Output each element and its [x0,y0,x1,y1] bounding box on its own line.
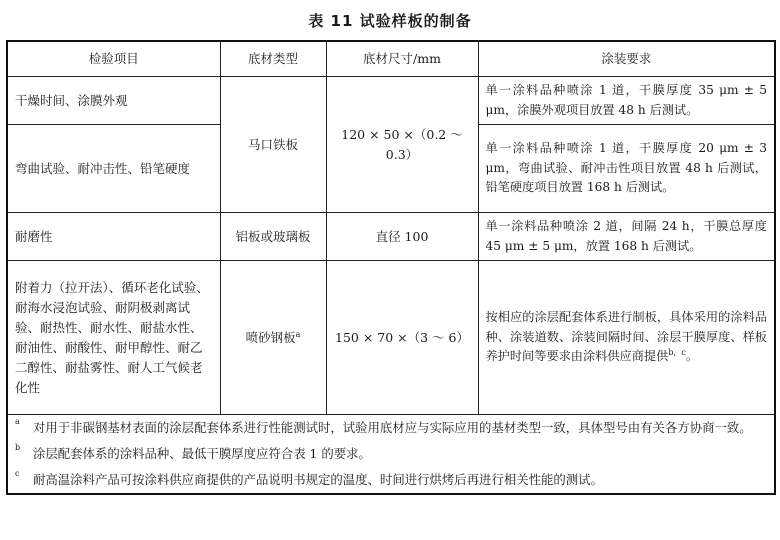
substrate-size-cell: 120 × 50 ×（0.2 ～ 0.3） [326,77,478,213]
table-row [7,261,775,415]
header-test-item: 检验项目 [7,41,220,77]
header-substrate-type: 底材类型 [220,41,326,77]
table-title: 表 11 试验样板的制备 [308,12,472,30]
header-row [7,41,775,77]
footnote-mark: c [15,468,20,478]
table-row [7,77,775,125]
footnote [15,470,767,490]
footnote-text: 涂层配套体系的涂料品种、最低干膜厚度应符合表 1 的要求。 [33,445,371,461]
footnote-ref: a [295,329,301,339]
footnote [15,444,767,464]
header-coating-requirement: 涂装要求 [478,41,775,77]
test-item-cell: 干燥时间、涂膜外观 [7,77,220,125]
test-item-cell: 弯曲试验、耐冲击性、铅笔硬度 [7,125,220,213]
coating-requirement-cell: 单一涂料品种喷涂 1 道，干膜厚度 20 μm ± 3 μm，弯曲试验、耐冲击性项目放置 48 h 后测试，铅笔硬度项目放置 168 h 后测试。 [478,125,775,213]
coating-requirement-cell [478,261,775,415]
substrate-type-text: 喷砂钢板 [245,329,296,345]
footnotes-cell [7,415,775,494]
coating-requirement-text: 按相应的涂层配套体系进行制板，具体采用的涂料品种、涂装道数、涂装间隔时间、涂层干膜厚度、样板养护时间等要求由涂料供应商提供 [485,310,767,364]
test-item-cell: 耐磨性 [7,213,220,261]
substrate-size-cell: 150 × 70 ×（3 ～ 6） [326,261,478,415]
sentence-end: 。 [685,349,699,364]
footnote-text: 对用于非碳钢基材表面的涂层配套体系进行性能测试时，试验用底材应与实际应用的基材类型一致，具体型号由有关各方协商一致。 [33,420,752,435]
substrate-type-cell: 铝板或玻璃板 [220,213,326,261]
table-row [7,213,775,261]
footnote-mark: a [15,417,20,426]
coating-requirement-cell: 单一涂料品种喷涂 1 道，干膜厚度 35 μm ± 5 μm，涂膜外观项目放置 48 h 后测试。 [478,77,775,125]
specimen-preparation-table [6,40,776,495]
footnote-text: 耐高温涂料产品可按涂料供应商提供的产品说明书规定的温度、时间进行烘烤后再进行相关性能的测试。 [33,471,603,487]
footnote-ref: b，c [668,348,686,358]
coating-requirement-cell: 单一涂料品种喷涂 2 道，间隔 24 h，干膜总厚度 45 μm ± 5 μm，放置 168 h 后测试。 [478,213,775,261]
substrate-type-cell [220,261,326,415]
substrate-size-cell: 直径 100 [326,213,478,261]
footnote-mark: b [15,442,21,452]
substrate-type-cell: 马口铁板 [220,77,326,213]
footnotes-row [7,415,775,494]
header-substrate-size: 底材尺寸/mm [326,41,478,77]
footnote [15,418,767,438]
test-item-cell: 附着力（拉开法）、循环老化试验、耐海水浸泡试验、耐阴极剥离试验、耐热性、耐水性、耐盐水性、耐油性、耐酸性、耐甲醇性、耐乙二醇性、耐盐雾性、耐人工气候老化性 [7,261,220,415]
